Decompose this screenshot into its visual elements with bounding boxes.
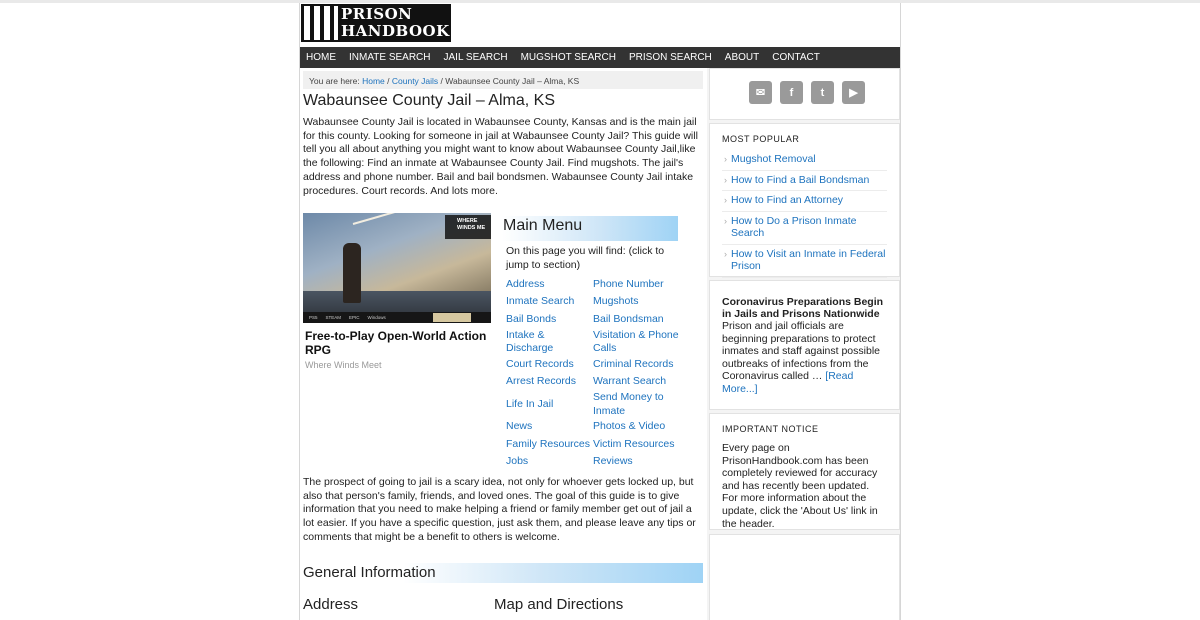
breadcrumb-prefix: You are here: — [309, 76, 363, 86]
menu-link-address[interactable]: Address — [506, 277, 545, 290]
email-icon[interactable]: ✉ — [749, 81, 772, 104]
twitter-icon[interactable]: t — [811, 81, 834, 104]
menu-link-mugshots[interactable]: Mugshots — [593, 295, 639, 308]
youtube-icon[interactable]: ▶ — [842, 81, 865, 104]
ad-image[interactable] — [303, 213, 491, 323]
menu-link-bail-bondsman[interactable]: Bail Bondsman — [593, 312, 664, 325]
ad-figure — [343, 243, 361, 303]
prospect-paragraph: The prospect of going to jail is a scary idea, not only for whoever gets locked up, but also that person's family, friends, and loved ones. The goal of this guide is to give information that you need to make helping a friend or family member get out of jail a lot easier. If you have a specific question, just ask them, and please leave any tips or comments that might be a benefit to others is welcome. — [303, 476, 696, 543]
popular-link[interactable]: › How to Find a Bail Bondsman — [722, 171, 887, 192]
ad-platform: EPIC — [349, 315, 360, 320]
news-body — [722, 320, 887, 396]
breadcrumb-home[interactable]: Home — [362, 76, 385, 86]
logo-bars-icon — [301, 4, 341, 42]
notice-box — [709, 413, 900, 530]
nav-jail-search[interactable]: JAIL SEARCH — [443, 52, 508, 63]
address-heading: Address — [303, 596, 359, 613]
menu-link-jobs[interactable]: Jobs — [506, 455, 529, 468]
facebook-icon[interactable]: f — [780, 81, 803, 104]
main-menu-desc: On this page you will find: (click to jump to section) — [506, 245, 665, 271]
ad-brand[interactable]: Where Winds Meet — [305, 360, 382, 370]
menu-link-court-records[interactable]: Court Records — [506, 357, 574, 370]
main-menu — [502, 216, 678, 471]
ad-title[interactable]: Free-to-Play Open-World Action RPG — [305, 329, 487, 357]
news-body-text: Prison and jail officials are beginning preparations to protect inmates and staff against possible outbreaks of infections from the Coronavirus called … — [722, 320, 880, 383]
nav-prison-search[interactable]: PRISON SEARCH — [628, 52, 712, 63]
popular-link[interactable]: › How to Find an Attorney — [722, 191, 887, 212]
ad-platform: PS5 — [309, 315, 318, 320]
menu-link-warrant-search[interactable]: Warrant Search — [593, 375, 667, 388]
ad-platform: STEAM — [325, 315, 342, 320]
menu-link-arrest-records[interactable]: Arrest Records — [506, 375, 577, 388]
breadcrumb-sep: / — [384, 76, 392, 86]
popular-link[interactable]: › Mugshot Removal — [722, 150, 887, 171]
map-heading: Map and Directions — [494, 596, 624, 613]
breadcrumb-current: Wabaunsee County Jail – Alma, KS — [445, 76, 580, 86]
menu-link-family-resources[interactable]: Family Resources — [506, 437, 591, 450]
menu-link-photos-video[interactable]: Photos & Video — [593, 420, 666, 433]
menu-link-life-in-jail[interactable]: Life In Jail — [506, 397, 554, 410]
popular-list — [722, 150, 887, 278]
breadcrumb — [303, 71, 703, 89]
menu-link-victim-resources[interactable]: Victim Resources — [593, 437, 675, 450]
main-nav — [300, 47, 900, 68]
ad-game-logo: WHERE WINDS ME — [445, 215, 491, 239]
ad-platform: Windows — [367, 315, 386, 320]
menu-link-criminal-records[interactable]: Criminal Records — [593, 357, 674, 370]
main-content — [303, 71, 703, 198]
menu-link-news[interactable]: News — [506, 420, 533, 433]
nav-inmate-search[interactable]: INMATE SEARCH — [349, 52, 431, 63]
popular-link[interactable]: › How to Visit an Inmate in Federal Prison — [722, 245, 887, 278]
general-info-heading: General Information — [303, 563, 703, 583]
popular-box — [709, 123, 900, 277]
logo-text — [341, 6, 450, 40]
empty-widget-box — [709, 534, 900, 620]
social-icons — [749, 81, 865, 104]
logo-line-1: PRISON — [341, 5, 413, 23]
notice-title: IMPORTANT NOTICE — [722, 424, 819, 434]
menu-link-send-money[interactable]: Send Money to Inmate — [593, 390, 664, 417]
news-box — [709, 280, 900, 410]
menu-link-visitation[interactable]: Visitation & Phone Calls — [593, 328, 679, 355]
nav-mugshot-search[interactable]: MUGSHOT SEARCH — [520, 52, 616, 63]
popular-title: MOST POPULAR — [722, 134, 800, 144]
main-menu-grid — [502, 276, 678, 471]
breadcrumb-sep: / — [438, 76, 446, 86]
popular-link[interactable]: › How to Do a Prison Inmate Search — [722, 212, 887, 245]
menu-link-bail-bonds[interactable]: Bail Bonds — [506, 312, 557, 325]
intro-paragraph: Wabaunsee County Jail is located in Wabaunsee County, Kansas and is the main jail for this county. Looking for someone in jail at Wabaunsee County Jail? This guide will tell you all about anything you might want to know about Wabaunsee County Jail,like the following: Find an inmate at Wabaunsee County Jail. Find mugshots. The jail's address and phone number. Bail and bail bondsmen. Wabaunsee County Jail intake procedures. Court records. And lots more. — [303, 116, 698, 197]
menu-link-inmate-search[interactable]: Inmate Search — [506, 295, 575, 308]
menu-link-intake-discharge[interactable]: Intake & Discharge — [506, 328, 554, 355]
ad-cta-button[interactable] — [433, 313, 471, 322]
nav-contact[interactable]: CONTACT — [772, 52, 820, 63]
nav-about[interactable]: ABOUT — [724, 52, 760, 63]
menu-link-reviews[interactable]: Reviews — [593, 455, 633, 468]
breadcrumb-county-jails[interactable]: County Jails — [391, 76, 439, 86]
read-more-link[interactable]: [Read More...] — [722, 370, 854, 395]
notice-body: Every page on PrisonHandbook.com has been completely reviewed for accuracy and has recently been updated. For more information about the update, click the 'About Us' link in the header. — [722, 442, 878, 530]
nav-home[interactable]: HOME — [306, 52, 336, 63]
main-menu-title: Main Menu — [502, 216, 678, 241]
news-title[interactable]: Coronavirus Preparations Begin in Jails and Prisons Nationwide — [722, 296, 884, 320]
logo-line-2: HANDBOOK — [341, 22, 450, 40]
menu-link-phone-number[interactable]: Phone Number — [593, 277, 664, 290]
page-title: Wabaunsee County Jail – Alma, KS — [303, 92, 555, 109]
site-logo[interactable] — [301, 4, 451, 42]
